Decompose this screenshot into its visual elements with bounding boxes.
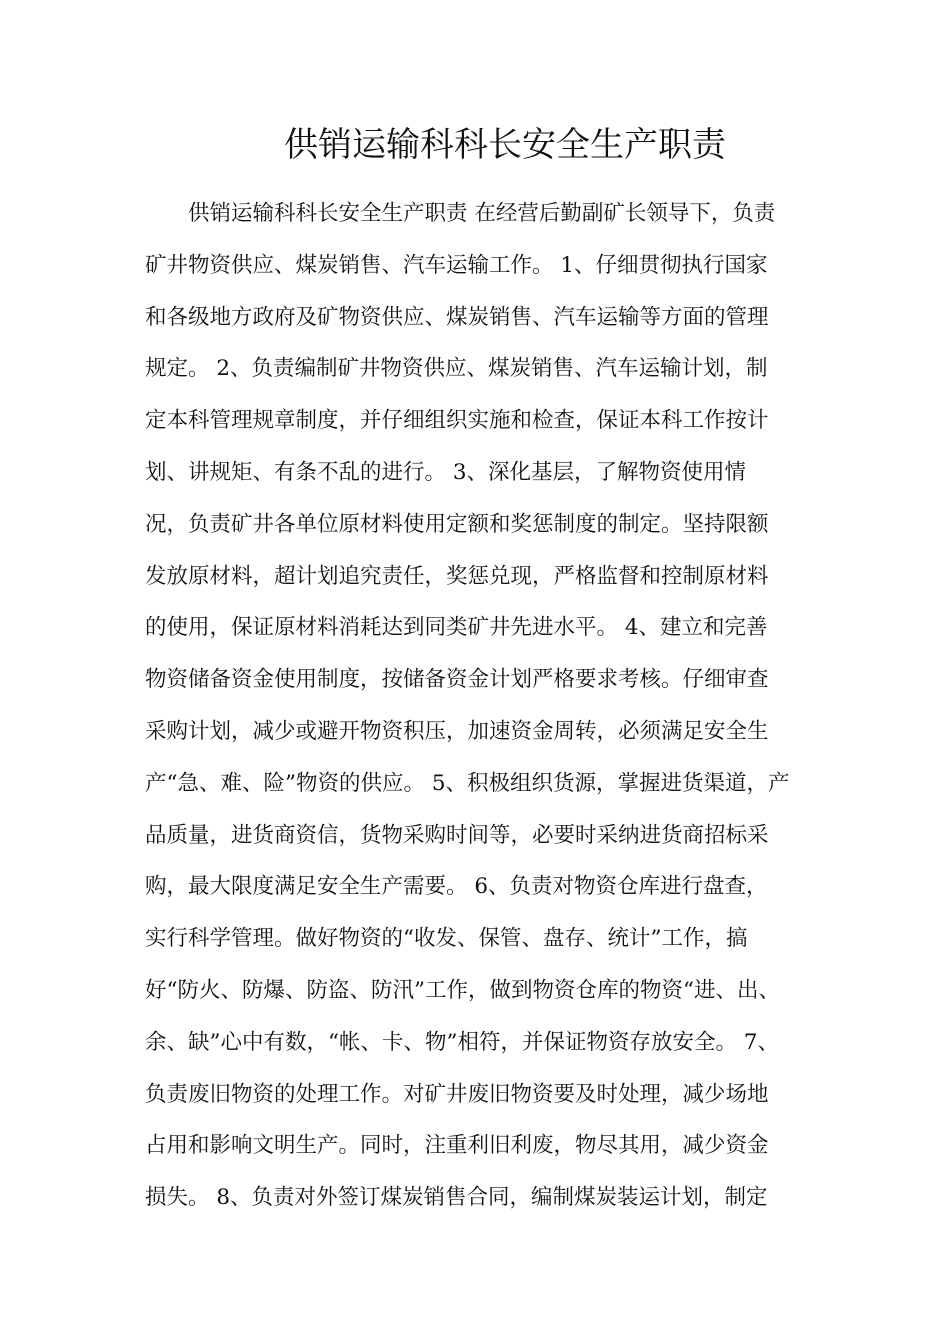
body-line: 物资储备资金使用制度，按储备资金计划严格要求考核。仔细审查 [145,667,769,693]
body-line: 定本科管理规章制度，并仔细组织实施和检查，保证本科工作按计 [145,408,769,434]
body-line: 损失。 8、负责对外签订煤炭销售合同，编制煤炭装运计划，制定 [145,1185,768,1211]
body-line: 负责废旧物资的处理工作。对矿井废旧物资要及时处理，减少场地 [145,1081,769,1107]
body-line: 采购计划，减少或避开物资积压，加速资金周转，必须满足安全生 [145,718,769,744]
body-line: 规定。 2、负责编制矿井物资供应、煤炭销售、汽车运输计划，制 [145,356,768,382]
body-line: 余、缺”心中有数，“帐、卡、物”相符，并保证物资存放安全。 7、 [145,1029,779,1055]
document-body [145,196,825,1232]
body-line: 的使用，保证原材料消耗达到同类矿井先进水平。 4、建立和完善 [145,615,768,641]
body-line: 购，最大限度满足安全生产需要。 6、负责对物资仓库进行盘查， [145,874,768,900]
body-line: 矿井物资供应、煤炭销售、汽车运输工作。 1、仔细贯彻执行国家 [145,252,768,278]
body-line: 和各级地方政府及矿物资供应、煤炭销售、汽车运输等方面的管理 [145,304,769,330]
body-line: 划、讲规矩、有条不乱的进行。 3、深化基层，了解物资使用情 [145,459,747,485]
body-line: 发放原材料，超计划追究责任，奖惩兑现，严格监督和控制原材料 [145,563,769,589]
body-line: 供销运输科科长安全生产职责 在经营后勤副矿长领导下，负责 [145,201,776,226]
body-line: 实行科学管理。做好物资的“收发、保管、盘存、统计”工作，搞 [145,926,748,952]
document-title: 供销运输科科长安全生产职责 [284,125,726,165]
body-line: 好“防火、防爆、防盗、防汛”工作，做到物资仓库的物资“进、出、 [145,977,780,1003]
body-line: 产“急、难、险”物资的供应。 5、积极组织货源，掌握进货渠道，产 [145,770,790,796]
body-line: 占用和影响文明生产。同时，注重利旧利废，物尽其用，减少资金 [145,1133,769,1159]
body-line: 况，负责矿井各单位原材料使用定额和奖惩制度的制定。坚持限额 [145,511,769,537]
body-line: 品质量，进货商资信，货物采购时间等，必要时采纳进货商招标采 [145,822,769,848]
